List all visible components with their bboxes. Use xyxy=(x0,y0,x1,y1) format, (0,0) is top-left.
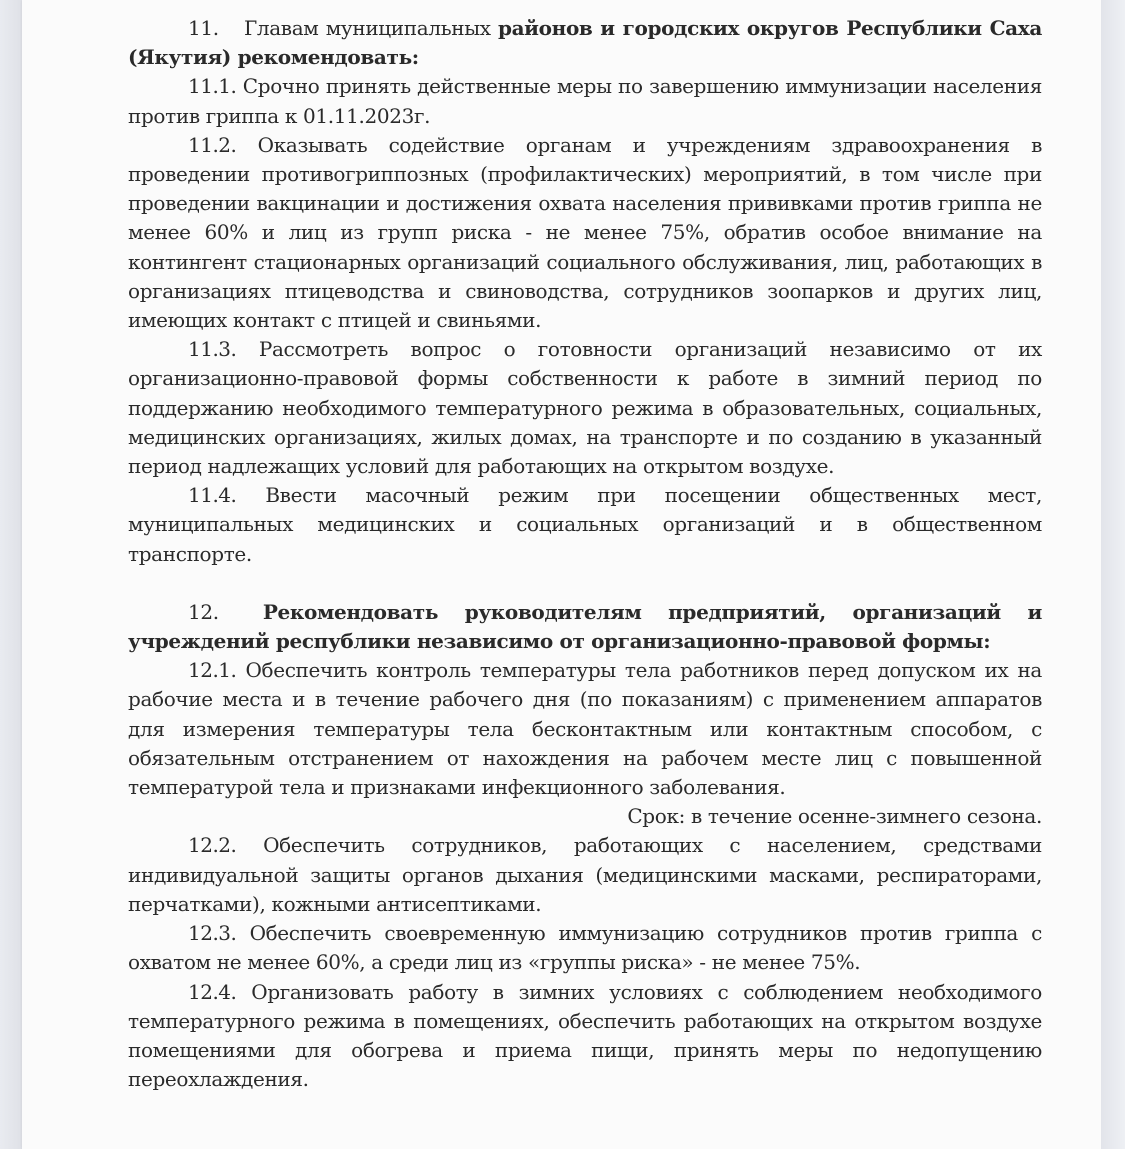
item-text: Оказывать содействие органам и учреждениям здравоохранения в проведении противогриппозных (профилактических) мероприятий, в том числе при проведении вакцинации и достижения охвата населения прививками против гриппа не менее 60% и лиц из групп риска - не менее 75%, обратив особое внимание на контингент стационарных организаций социального обслуживания, лиц, работающих в организациях птицеводства и свиноводства, сотрудников зоопарков и других лиц, имеющих контакт с птицей и свиньями. xyxy=(128,132,1042,333)
item-number: 11.4. xyxy=(188,483,237,508)
item-number: 11.3. xyxy=(188,337,237,362)
section-number: 12. xyxy=(188,599,219,624)
item-number: 12.2. xyxy=(188,833,237,858)
item-number: 12.4. xyxy=(188,979,237,1004)
item-text: Организовать работу в зимних условиях с соблюдением необходимого температурного режима в помещениях, обеспечить работающих на открытом воздухе помещениями для обогрева и приема пищи, принять меры по недопущению переохлаждения. xyxy=(128,979,1042,1092)
section-spacer xyxy=(128,569,1042,598)
item-text: Ввести масочный режим при посещении общественных мест, муниципальных медицинских и социальных организаций и в общественном транспорте. xyxy=(128,483,1042,566)
section-heading-plain: Главам муниципальных xyxy=(243,16,491,40)
item-text: Обеспечить своевременную иммунизацию сотрудников против гриппа с охватом не менее 60%, а среди лиц из «группы риска» - не менее 75%. xyxy=(128,921,1043,975)
section-12-heading xyxy=(128,598,1042,656)
item-text: Срочно принять действенные меры по завершению иммунизации населения против гриппа к 01.11.2023г. xyxy=(128,74,1042,128)
section-number: 11. xyxy=(188,16,219,40)
deadline-note: Срок: в течение осенне-зимнего сезона. xyxy=(627,804,1042,829)
list-item xyxy=(128,72,1042,130)
item-text: Обеспечить контроль температуры тела работников перед допуском их на рабочие места и в течение рабочего дня (по показаниям) с применением аппаратов для измерения температуры тела бесконтактным или контактным способом, с обязательным отстранением от нахождения на рабочем месте лиц с повышенной температурой тела и признаками инфекционного заболевания. xyxy=(128,658,1042,800)
list-item xyxy=(128,335,1042,481)
item-text: Обеспечить сотрудников, работающих с населением, средствами индивидуальной защиты органов дыхания (медицинскими масками, респираторами, перчатками), кожными антисептиками. xyxy=(128,833,1042,916)
list-item xyxy=(128,656,1042,802)
document-content xyxy=(128,14,1042,1094)
list-item xyxy=(128,978,1042,1095)
list-item xyxy=(128,481,1042,569)
viewer-left-margin xyxy=(0,0,22,1149)
list-item xyxy=(128,919,1042,977)
viewer-right-margin xyxy=(1101,0,1125,1149)
section-11-heading xyxy=(128,14,1042,72)
item-number: 11.2. xyxy=(188,132,237,157)
item-number: 12.1. xyxy=(188,658,237,683)
list-item xyxy=(128,131,1042,335)
item-number: 12.3. xyxy=(188,921,237,946)
document-page xyxy=(22,0,1101,1149)
section-heading-bold: районов и городских округов Республики Саха (Якутия) рекомендовать: xyxy=(128,16,1042,70)
item-number: 11.1. xyxy=(188,74,237,99)
list-item xyxy=(128,831,1042,919)
section-heading-bold: Рекомендовать руководителям предприятий, организаций и учреждений республики независимо от организационно-правовой формы: xyxy=(128,599,1043,654)
item-text: Рассмотреть вопрос о готовности организаций независимо от их организационно-правовой формы собственности к работе в зимний период по поддержанию необходимого температурного режима в образовательных, социальных, медицинских организациях, жилых домах, на транспорте и по созданию в указанный период надлежащих условий для работающих на открытом воздухе. xyxy=(128,337,1042,479)
